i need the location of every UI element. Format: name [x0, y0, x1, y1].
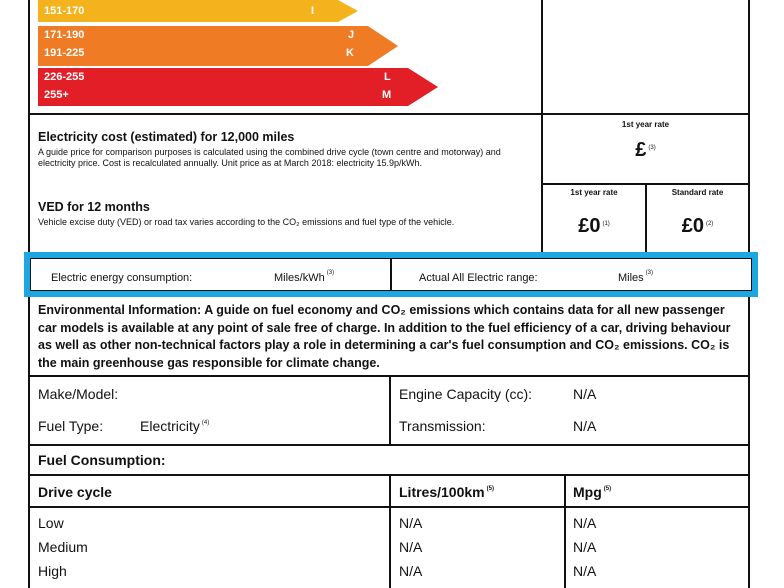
ved-standard-value: £0	[681, 215, 704, 237]
first-year-rate-value-wrap	[543, 139, 748, 162]
mpg-low: N/A	[573, 515, 597, 531]
electricity-desc: A guide price for comparison purposes is calculated using the combined drive cycle (town centre and motorway) and electricity price. Cost is recalculated annually. Unit price as at March 2018: electricity 15.9p/kWh.	[38, 147, 501, 168]
fuel-type-value: Electricity	[140, 418, 200, 434]
consumption-unit-wrap	[274, 272, 334, 284]
consumption-right-box	[391, 258, 752, 291]
first-year-rate-value: £	[635, 139, 647, 161]
band-l-range: 226-255	[44, 71, 85, 83]
ved-first-year-value: £0	[578, 215, 601, 237]
ved-standard-note: (2)	[705, 221, 714, 227]
ved-first-year-label: 1st year rate	[570, 188, 618, 197]
range-unit-wrap	[618, 272, 653, 284]
engine-capacity-value: N/A	[573, 386, 597, 402]
fuel-type-value-wrap	[140, 418, 209, 434]
band-i	[38, 0, 368, 22]
mpg-high: N/A	[573, 563, 597, 579]
col-mpg-note: (5)	[603, 486, 612, 492]
specs-divider	[389, 377, 391, 444]
band-k-range: 191-225	[44, 47, 85, 59]
band-j-letter: J	[348, 29, 355, 41]
electricity-section	[38, 130, 533, 169]
cycle-high: High	[38, 563, 67, 579]
ved-title: VED for 12 months	[38, 200, 150, 214]
col-mpg-wrap	[573, 484, 611, 500]
ved-first-year-note: (1)	[602, 221, 610, 227]
cycle-medium: Medium	[38, 539, 88, 555]
band-jk	[38, 26, 408, 66]
fuel-consumption-title: Fuel Consumption:	[38, 452, 166, 468]
fuel-type-label: Fuel Type:	[38, 418, 104, 434]
col-litres-wrap	[399, 484, 494, 500]
band-i-letter: I	[311, 5, 315, 17]
ved-first-year-cell	[543, 185, 645, 252]
band-i-range: 151-170	[44, 5, 85, 17]
first-year-rate-label: 1st year rate	[621, 120, 670, 129]
electricity-title: Electricity cost (estimated) for 12,000 miles	[38, 130, 295, 144]
ved-first-year-value-wrap	[543, 215, 645, 238]
litres-medium: N/A	[399, 539, 423, 555]
environment-section	[29, 297, 749, 377]
make-model-label: Make/Model:	[38, 386, 119, 402]
transmission-label: Transmission:	[399, 418, 486, 434]
range-unit-note: (3)	[645, 270, 654, 276]
mpg-medium: N/A	[573, 539, 597, 555]
ved-standard-cell	[647, 185, 748, 252]
col-litres-note: (5)	[486, 486, 494, 492]
fuel-type-note: (4)	[201, 420, 210, 426]
fuel-col-divider-1	[389, 474, 391, 588]
first-year-rate-cell	[543, 115, 748, 183]
band-m-letter: M	[382, 89, 392, 101]
ved-standard-value-wrap	[647, 215, 748, 238]
ved-standard-label: Standard rate	[671, 188, 724, 197]
band-lm	[38, 68, 448, 106]
consumption-highlight	[24, 252, 758, 297]
litres-high: N/A	[399, 563, 423, 579]
consumption-unit-note: (3)	[326, 270, 335, 276]
band-m-range: 255+	[44, 89, 69, 101]
col-litres: Litres/100km	[399, 484, 485, 500]
band-k-letter: K	[346, 47, 354, 59]
first-year-rate-note: (3)	[648, 145, 656, 151]
col-mpg: Mpg	[573, 484, 602, 500]
range-label: Actual All Electric range:	[419, 272, 538, 284]
range-unit: Miles	[618, 272, 644, 284]
band-j-range: 171-190	[44, 29, 85, 41]
environment-text: Environmental Information: A guide on fuel economy and CO₂ emissions which contains data for all new passenger car models is available at any point of sale free of charge. In addition to the fuel efficiency of a car, driving behaviour as well as other non-technical factors play a role in determining a car's fuel consumption and CO₂ emissions. CO₂ is the main greenhouse gas responsible for climate change.	[38, 303, 731, 370]
consumption-label: Electric energy consumption:	[51, 272, 193, 284]
ved-section	[38, 200, 533, 228]
consumption-left-box	[30, 258, 391, 291]
transmission-value: N/A	[573, 418, 597, 434]
fuel-col-divider-2	[564, 474, 566, 588]
engine-capacity-label: Engine Capacity (cc):	[399, 386, 533, 402]
col-drive-cycle: Drive cycle	[38, 484, 112, 500]
litres-low: N/A	[399, 515, 423, 531]
specs-bottom	[28, 444, 750, 446]
ved-desc: Vehicle excise duty (VED) or road tax varies according to the CO₂ emissions and fuel type of the vehicle.	[38, 217, 455, 227]
cycle-low: Low	[38, 515, 64, 531]
consumption-unit: Miles/kWh	[274, 272, 325, 284]
band-l-letter: L	[384, 71, 391, 83]
